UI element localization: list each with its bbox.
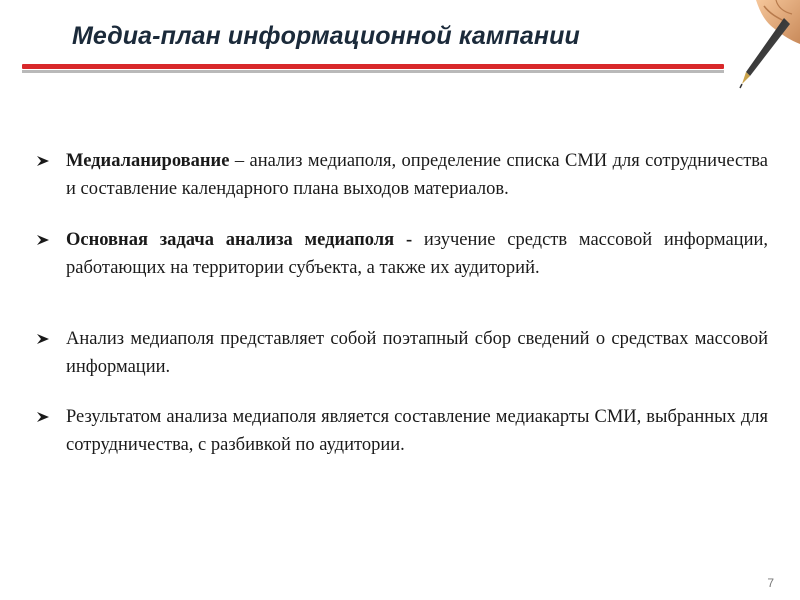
list-item-body: изучение средств массовой информации, работающих на территории субъекта, а также их аудиторий. — [66, 230, 768, 278]
list-item-bold: Медиаланирование — [66, 151, 230, 171]
list-item-body: Анализ медиаполя представляет собой поэтапный сбор сведений о средствах массовой информации. — [66, 329, 768, 377]
list-item-bold: Основная задача анализа медиаполя - — [66, 230, 413, 250]
list-item-body: – анализ медиаполя, определение списка СМИ для сотрудничества и составление календарного плана выходов материалов. — [66, 151, 768, 199]
list-item-text — [66, 403, 768, 459]
arrowhead-check-icon — [34, 403, 66, 431]
list-item — [34, 226, 768, 282]
list-item-body: Результатом анализа медиаполя является составление медиакарты СМИ, выбранных для сотрудничества, с разбивкой по аудитории. — [66, 407, 768, 455]
arrowhead-check-icon — [34, 325, 66, 353]
list-item-text — [66, 147, 768, 203]
page-number: 7 — [767, 576, 774, 590]
title-underline-red — [22, 64, 724, 69]
hand-with-pen-icon — [704, 0, 800, 96]
list-item — [34, 403, 768, 459]
list-item-text — [66, 226, 768, 282]
slide-title: Медиа-план информационной кампании — [72, 22, 580, 50]
arrowhead-check-icon — [34, 226, 66, 254]
title-underline — [22, 64, 724, 74]
list-item-text — [66, 325, 768, 381]
title-bar — [0, 0, 800, 96]
title-underline-shadow — [22, 70, 724, 73]
bullet-list — [34, 142, 768, 459]
arrowhead-check-icon — [34, 147, 66, 175]
list-item — [34, 325, 768, 381]
list-item — [34, 147, 768, 203]
